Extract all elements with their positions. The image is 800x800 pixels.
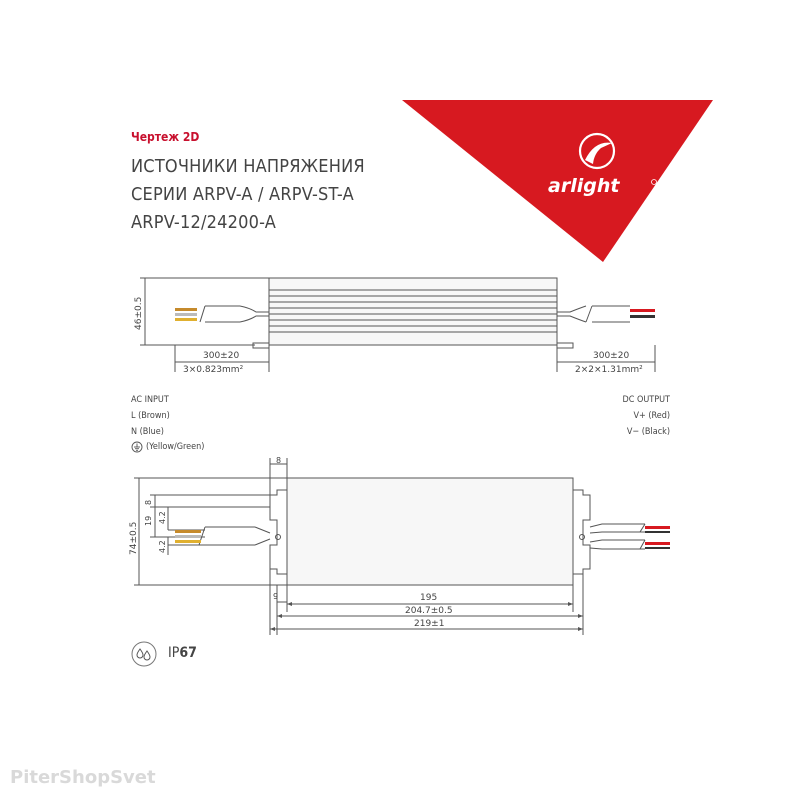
dim-219: 219±1 xyxy=(414,619,445,629)
title-line-3: ARPV-12/24200-A xyxy=(131,212,277,233)
water-drops-icon xyxy=(131,641,157,667)
dim-74: 74±0.5 xyxy=(129,521,139,555)
dim-204-7: 204.7±0.5 xyxy=(405,606,453,616)
side-height-dim: 46±0.5 xyxy=(134,296,144,330)
title-line-2: СЕРИИ ARPV-A / ARPV-ST-A xyxy=(131,184,354,205)
ip-prefix: IP xyxy=(168,645,180,661)
dc-line-minus: V− (Black) xyxy=(626,427,670,437)
ip-value: 67 xyxy=(179,645,197,661)
right-cable-spec: 2×2×1.31mm² xyxy=(575,365,643,375)
dim-9: 9 xyxy=(273,592,279,601)
brand-logo-text: arlight xyxy=(548,175,620,197)
top-ac-wire-tips xyxy=(175,530,201,543)
title-line-1: ИСТОЧНИКИ НАПРЯЖЕНИЯ xyxy=(131,156,365,177)
top-dc-wire-tips xyxy=(645,526,670,549)
top-housing xyxy=(287,478,573,585)
dim-4-2-b: 4.2 xyxy=(158,540,167,553)
dim-8: 8 xyxy=(144,499,153,505)
dc-line-plus: V+ (Red) xyxy=(633,411,670,421)
dim-195: 195 xyxy=(420,593,438,603)
dc-output-title: DC OUTPUT xyxy=(622,395,670,405)
watermark: PiterShopSvet xyxy=(10,767,156,788)
ip-rating xyxy=(168,645,197,661)
left-cable-length: 300±20 xyxy=(203,351,240,361)
right-cable-length: 300±20 xyxy=(593,351,630,361)
ac-line-ground: (Yellow/Green) xyxy=(146,442,205,452)
dim-4-2-a: 4.2 xyxy=(158,511,167,524)
drawing-subtitle: Чертеж 2D xyxy=(131,130,200,144)
left-cable-spec: 3×0.823mm² xyxy=(183,365,244,375)
dim-19: 19 xyxy=(144,515,153,526)
ac-line-n: N (Blue) xyxy=(131,427,164,437)
ac-input-title: AC INPUT xyxy=(131,395,169,405)
dim-top-8: 8 xyxy=(276,456,282,465)
ac-line-l: L (Brown) xyxy=(131,411,170,421)
